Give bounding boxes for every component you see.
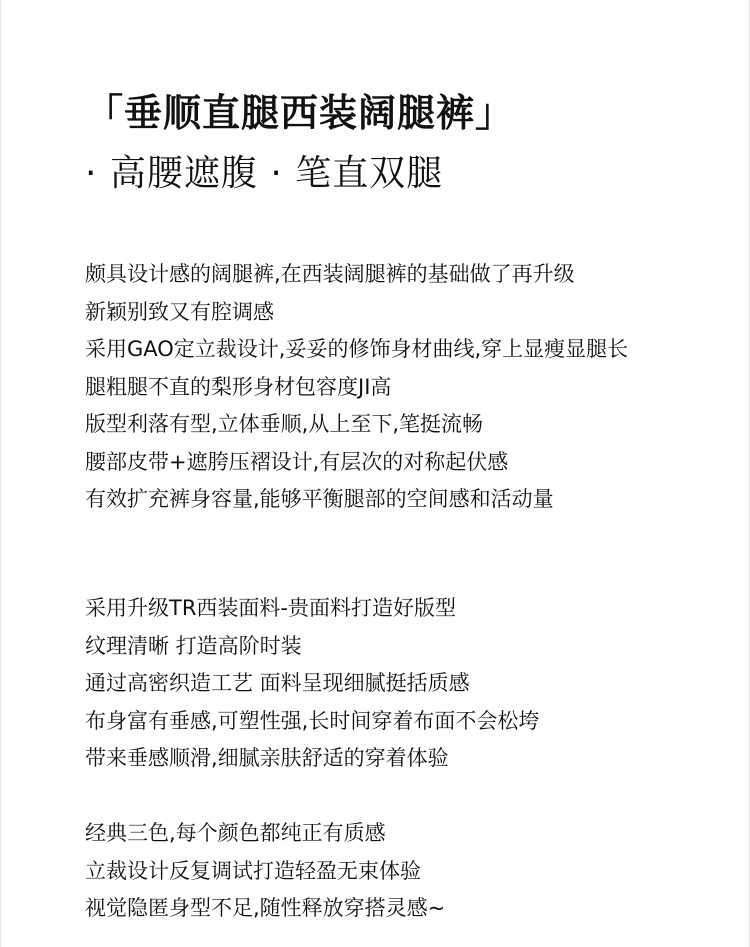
page-title: 「垂顺直腿西装阔腿裤」 [85,91,515,135]
text-line: 经典三色,每个颜色都纯正有质感 [85,821,386,845]
page-subtitle: · 高腰遮腹 · 笔直双腿 [85,153,444,194]
text-line: 采用GAO定立裁设计,妥妥的修饰身材曲线,穿上显瘦显腿长 [85,337,629,361]
text-line: 立裁设计反复调试打造轻盈无束体验 [85,858,421,883]
text-line: 腰部皮带+遮胯压褶设计,有层次的对称起伏感 [85,449,509,474]
paragraph-fabric [85,590,539,778]
text-line: 纹理清晰 打造高阶时装 [85,633,302,658]
text-line: 腿粗腿不直的梨形身材包容度JI高 [85,374,392,399]
text-line: 视觉隐匿身型不足,随性释放穿搭灵感~ [85,896,446,920]
text-line: 颇具设计感的阔腿裤,在西装阔腿裤的基础做了再升级 [85,262,575,286]
text-line: 有效扩充裤身容量,能够平衡腿部的空间感和活动量 [85,487,554,511]
text-line: 通过高密织造工艺 面料呈现细腻挺括质感 [85,671,470,695]
text-line: 布身富有垂感,可塑性强,长时间穿着布面不会松垮 [85,708,540,733]
text-line: 版型利落有型,立体垂顺,从上至下,笔挺流畅 [85,412,484,436]
text-line: 采用升级TR西装面料-贵面料打造好版型 [85,596,456,620]
text-line: 新颖别致又有腔调感 [85,299,274,324]
paragraph-colors [85,815,445,928]
heading-block [85,82,514,200]
text-line: 带来垂感顺滑,细腻亲肤舒适的穿着体验 [85,746,449,770]
paragraph-design [85,256,628,519]
